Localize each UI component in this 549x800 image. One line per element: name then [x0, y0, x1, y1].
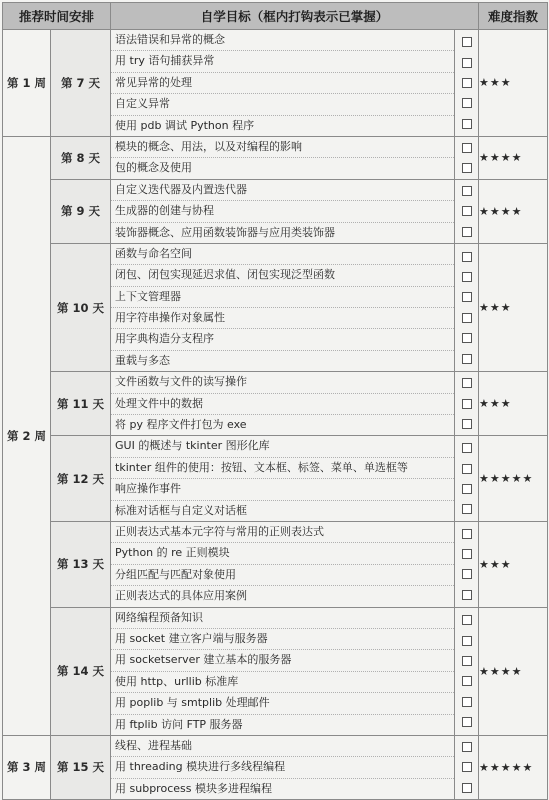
checkbox-cell — [455, 308, 478, 328]
checkbox-column — [455, 136, 479, 179]
goal-item: 正则表达式的具体应用案例 — [115, 589, 248, 603]
checkbox-cell — [455, 651, 478, 671]
day-row — [3, 436, 548, 522]
goal-checkbox[interactable] — [462, 636, 472, 646]
day-label: 第 8 天 — [51, 136, 111, 179]
plan-body — [3, 30, 548, 800]
goal-checkbox[interactable] — [462, 529, 472, 539]
checkbox-cell — [455, 32, 478, 52]
checkbox-cell — [455, 158, 478, 178]
difficulty-stars: ★★★ — [479, 521, 548, 607]
difficulty-stars: ★★★★★ — [479, 735, 548, 799]
checkbox-column — [455, 179, 479, 243]
day-label: 第 13 天 — [51, 521, 111, 607]
difficulty-stars: ★★★ — [479, 372, 548, 436]
day-label: 第 12 天 — [51, 436, 111, 522]
checkbox-cell — [455, 414, 478, 434]
checkbox-cell — [455, 201, 478, 221]
checkbox-cell — [455, 458, 478, 478]
goal-item: 用 socket 建立客户端与服务器 — [111, 629, 454, 650]
goal-checkbox[interactable] — [462, 119, 472, 129]
goal-checkbox[interactable] — [462, 697, 472, 707]
day-label: 第 14 天 — [51, 607, 111, 735]
checkbox-cell — [455, 737, 478, 757]
goal-item: 网络编程预备知识 — [111, 608, 454, 629]
day-label: 第 10 天 — [51, 243, 111, 371]
day-row — [3, 30, 548, 137]
goal-item: 自定义异常 — [111, 94, 454, 115]
goal-item: 使用 pdb 调试 Python 程序 — [115, 118, 255, 132]
goal-checkbox[interactable] — [462, 783, 472, 793]
header-goals: 自学目标（框内打钩表示已掌握） — [111, 3, 479, 30]
goal-checkbox[interactable] — [462, 272, 472, 282]
goal-checkbox[interactable] — [462, 163, 472, 173]
goal-item: 文件函数与文件的读写操作 — [111, 372, 454, 393]
checkbox-cell — [455, 671, 478, 691]
goal-checkbox[interactable] — [462, 186, 472, 196]
goal-checkbox[interactable] — [462, 37, 472, 47]
checkbox-cell — [455, 287, 478, 307]
goal-item: 处理文件中的数据 — [111, 394, 454, 415]
goal-checkbox[interactable] — [462, 676, 472, 686]
goal-list — [111, 436, 455, 522]
goal-checkbox[interactable] — [462, 354, 472, 364]
goal-list — [111, 243, 455, 371]
goal-item: 语法错误和异常的概念 — [111, 30, 454, 51]
checkbox-cell — [455, 73, 478, 93]
day-label: 第 15 天 — [51, 735, 111, 799]
goal-item: 用字符串操作对象属性 — [111, 308, 454, 329]
goal-list — [111, 521, 455, 607]
week-label: 第 2 周 — [3, 136, 51, 735]
day-row — [3, 735, 548, 799]
goal-item: 用 poplib 与 smtplib 处理邮件 — [111, 693, 454, 714]
goal-item: 正则表达式基本元字符与常用的正则表达式 — [111, 522, 454, 543]
goal-item: 用 threading 模块进行多线程编程 — [111, 757, 454, 778]
day-row — [3, 179, 548, 243]
day-row — [3, 136, 548, 179]
goal-checkbox[interactable] — [462, 292, 472, 302]
goal-item: 用 subprocess 模块多进程编程 — [115, 781, 272, 795]
goal-checkbox[interactable] — [462, 443, 472, 453]
checkbox-cell — [455, 499, 478, 519]
checkbox-cell — [455, 523, 478, 543]
difficulty-stars: ★★★ — [479, 243, 548, 371]
checkbox-cell — [455, 267, 478, 287]
checkbox-cell — [455, 93, 478, 113]
difficulty-stars: ★★★★ — [479, 607, 548, 735]
checkbox-cell — [455, 692, 478, 712]
goal-checkbox[interactable] — [462, 78, 472, 88]
goal-checkbox[interactable] — [462, 419, 472, 429]
checkbox-cell — [455, 373, 478, 393]
goal-checkbox[interactable] — [462, 206, 472, 216]
day-row — [3, 607, 548, 735]
checkbox-cell — [455, 610, 478, 630]
goal-checkbox[interactable] — [462, 227, 472, 237]
goal-item: 用字典构造分支程序 — [111, 329, 454, 350]
goal-item: 重载与多态 — [115, 353, 171, 367]
goal-checkbox[interactable] — [462, 590, 472, 600]
goal-checkbox[interactable] — [462, 762, 472, 772]
goal-list — [111, 136, 455, 179]
checkbox-cell — [455, 222, 478, 242]
goal-list — [111, 179, 455, 243]
goal-item: 闭包、闭包实现延迟求值、闭包实现泛型函数 — [111, 265, 454, 286]
header-row — [3, 3, 548, 30]
day-row — [3, 521, 548, 607]
goal-list — [111, 607, 455, 735]
goal-item: 响应操作事件 — [111, 479, 454, 500]
checkbox-cell — [455, 348, 478, 368]
checkbox-cell — [455, 479, 478, 499]
checkbox-cell — [455, 544, 478, 564]
day-label: 第 9 天 — [51, 179, 111, 243]
goal-item: 模块的概念、用法，以及对编程的影响 — [111, 137, 454, 158]
checkbox-cell — [455, 181, 478, 201]
goal-item: 用 socketserver 建立基本的服务器 — [111, 650, 454, 671]
checkbox-cell — [455, 778, 478, 798]
checkbox-column — [455, 30, 479, 137]
checkbox-cell — [455, 564, 478, 584]
checkbox-cell — [455, 394, 478, 414]
checkbox-column — [455, 607, 479, 735]
day-label: 第 11 天 — [51, 372, 111, 436]
goal-checkbox[interactable] — [462, 569, 472, 579]
goal-checkbox[interactable] — [462, 378, 472, 388]
goal-checkbox[interactable] — [462, 464, 472, 474]
checkbox-cell — [455, 712, 478, 732]
goal-item: 用 ftplib 访问 FTP 服务器 — [115, 717, 243, 731]
goal-item: 使用 http、urllib 标准库 — [111, 672, 454, 693]
checkbox-column — [455, 243, 479, 371]
checkbox-cell — [455, 585, 478, 605]
goal-item: Python 的 re 正则模块 — [111, 543, 454, 564]
goal-checkbox[interactable] — [462, 313, 472, 323]
goal-item: 将 py 程序文件打包为 exe — [115, 418, 247, 432]
goal-item: 上下文管理器 — [111, 287, 454, 308]
goal-checkbox[interactable] — [462, 549, 472, 559]
checkbox-cell — [455, 52, 478, 72]
checkbox-column — [455, 372, 479, 436]
goal-item: 生成器的创建与协程 — [111, 201, 454, 222]
goal-checkbox[interactable] — [462, 717, 472, 727]
goal-item: 用 try 语句捕获异常 — [111, 51, 454, 72]
header-difficulty: 难度指数 — [479, 3, 548, 30]
goal-checkbox[interactable] — [462, 742, 472, 752]
goal-item: GUI 的概述与 tkinter 图形化库 — [111, 436, 454, 457]
header-schedule: 推荐时间安排 — [3, 3, 111, 30]
goal-item: tkinter 组件的使用：按钮、文本框、标签、菜单、单选框等 — [111, 458, 454, 479]
goal-checkbox[interactable] — [462, 58, 472, 68]
difficulty-stars: ★★★★★ — [479, 436, 548, 522]
goal-checkbox[interactable] — [462, 504, 472, 514]
day-label: 第 7 天 — [51, 30, 111, 137]
study-plan-table — [2, 2, 548, 800]
goal-item: 装饰器概念、应用函数装饰器与应用类装饰器 — [115, 225, 336, 239]
goal-checkbox[interactable] — [462, 333, 472, 343]
difficulty-stars: ★★★ — [479, 30, 548, 137]
checkbox-column — [455, 436, 479, 522]
checkbox-column — [455, 735, 479, 799]
goal-checkbox[interactable] — [462, 143, 472, 153]
goal-item: 自定义迭代器及内置迭代器 — [111, 180, 454, 201]
week-label: 第 3 周 — [3, 735, 51, 799]
checkbox-cell — [455, 757, 478, 777]
goal-item: 包的概念及使用 — [115, 161, 193, 175]
goal-list — [111, 735, 455, 799]
goal-item: 常见异常的处理 — [111, 73, 454, 94]
goal-item: 函数与命名空间 — [111, 244, 454, 265]
difficulty-stars: ★★★★ — [479, 179, 548, 243]
goal-list — [111, 30, 455, 137]
checkbox-column — [455, 521, 479, 607]
goal-item: 标准对话框与自定义对话框 — [115, 503, 248, 517]
day-row — [3, 372, 548, 436]
goal-checkbox[interactable] — [462, 98, 472, 108]
checkbox-cell — [455, 246, 478, 266]
goal-checkbox[interactable] — [462, 484, 472, 494]
goal-checkbox[interactable] — [462, 399, 472, 409]
goal-checkbox[interactable] — [462, 252, 472, 262]
goal-item: 分组匹配与匹配对象使用 — [111, 565, 454, 586]
week-label: 第 1 周 — [3, 30, 51, 137]
checkbox-cell — [455, 438, 478, 458]
checkbox-cell — [455, 114, 478, 134]
difficulty-stars: ★★★★ — [479, 136, 548, 179]
goal-item: 线程、进程基础 — [111, 736, 454, 757]
goal-list — [111, 372, 455, 436]
goal-checkbox[interactable] — [462, 615, 472, 625]
day-row — [3, 243, 548, 371]
checkbox-cell — [455, 137, 478, 157]
goal-checkbox[interactable] — [462, 656, 472, 666]
checkbox-cell — [455, 630, 478, 650]
checkbox-cell — [455, 328, 478, 348]
